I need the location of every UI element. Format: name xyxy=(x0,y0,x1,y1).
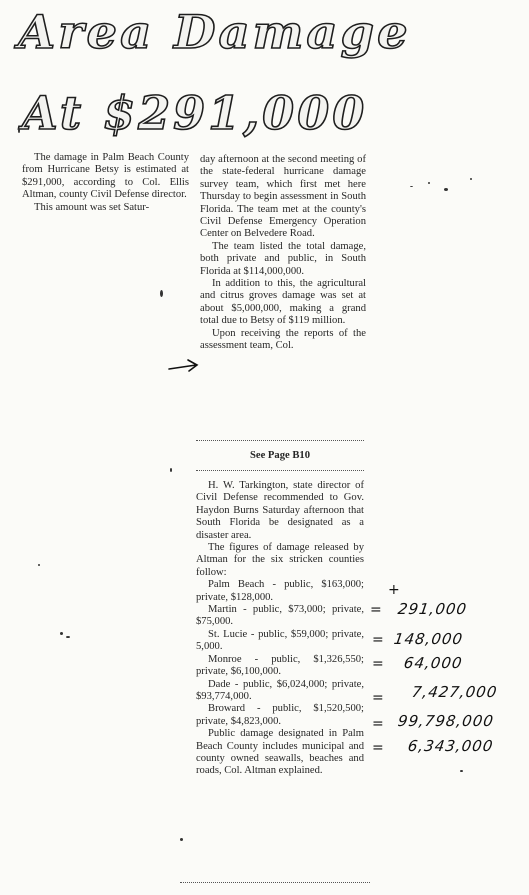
county-figure: Monroe - public, $1,326,550; private, $6,100,000. xyxy=(196,653,364,678)
handwritten-total: 291,000 xyxy=(396,600,469,618)
divider xyxy=(196,440,364,441)
handwritten-total: 6,343,000 xyxy=(406,737,495,755)
county-figure: Dade - public, $6,024,000; private, $93,774,000. xyxy=(196,678,364,702)
scan-speck xyxy=(160,290,163,297)
scan-speck xyxy=(470,178,472,180)
headline-line-2: At $291,000 xyxy=(22,86,368,140)
paragraph: Public damage designated in Palm Beach County includes municipal and county owned seawalls, beaches and roads, Col. Altman explained. xyxy=(196,728,364,777)
paragraph: The damage in Palm Beach County from Hurricane Betsy is estimated at $291,000, according to Col. Ellis Altman, county Civil Defense director. xyxy=(22,152,189,201)
paragraph: day afternoon at the second meeting of the state-federal hurricane damage survey team, which first met here Thursday to begin assessment in South Florida. The team met at the county's Civil Defense Emergency Operation Center on Belvedere Road. xyxy=(200,154,366,240)
column-3 xyxy=(196,480,364,778)
paragraph: In addition to this, the agricultural and citrus groves damage was set at about $5,000,000, making a grand total due to Betsy of $119 million. xyxy=(200,278,366,327)
divider xyxy=(196,470,364,471)
county-figure: St. Lucie - public, $59,000; private, 5,000. xyxy=(196,628,364,653)
paragraph: The figures of damage released by Altman for the six stricken counties follow: xyxy=(196,542,364,578)
scan-speck xyxy=(18,128,20,133)
scan-speck xyxy=(444,188,448,191)
headline-line-1: Area Damage xyxy=(18,6,411,60)
equals-mark: = xyxy=(372,656,384,672)
arrow-icon xyxy=(168,358,200,374)
handwritten-total: 99,798,000 xyxy=(396,712,496,730)
scan-speck xyxy=(170,468,172,472)
scan-speck xyxy=(410,186,413,187)
column-1 xyxy=(22,152,189,214)
scan-speck xyxy=(66,636,70,638)
equals-mark: = xyxy=(372,716,384,732)
handwritten-total: 7,427,000 xyxy=(410,683,499,701)
plus-mark: + xyxy=(388,582,400,598)
county-figure: Broward - public, $1,520,500; private, $4,823,000. xyxy=(196,703,364,727)
county-figure: Martin - public, $73,000; private, $75,000. xyxy=(196,604,364,628)
column-2 xyxy=(200,154,366,353)
paragraph: The team listed the total damage, both private and public, in South Florida at $114,000,000. xyxy=(200,240,366,277)
county-figure: Palm Beach - public, $163,000; private, $128,000. xyxy=(196,579,364,603)
scan-speck xyxy=(460,770,463,772)
equals-mark: = xyxy=(372,690,384,706)
handwritten-total: 64,000 xyxy=(402,654,464,672)
handwritten-total: 148,000 xyxy=(392,630,465,648)
paragraph: Upon receiving the reports of the assessment team, Col. xyxy=(200,327,366,352)
bottom-rule xyxy=(180,882,370,883)
equals-mark: = xyxy=(370,602,382,618)
scan-speck xyxy=(60,632,63,635)
equals-mark: = xyxy=(372,632,384,648)
scan-speck xyxy=(38,564,40,566)
equals-mark: = xyxy=(372,740,384,756)
scan-speck xyxy=(180,838,183,841)
scan-speck xyxy=(428,182,430,184)
see-page-reference: See Page B10 xyxy=(249,450,311,461)
paragraph: This amount was set Satur- xyxy=(34,201,150,213)
paragraph: H. W. Tarkington, state director of Civil Defense recommended to Gov. Haydon Burns Saturday afternoon that South Florida be designated as a disaster area. xyxy=(196,480,364,541)
